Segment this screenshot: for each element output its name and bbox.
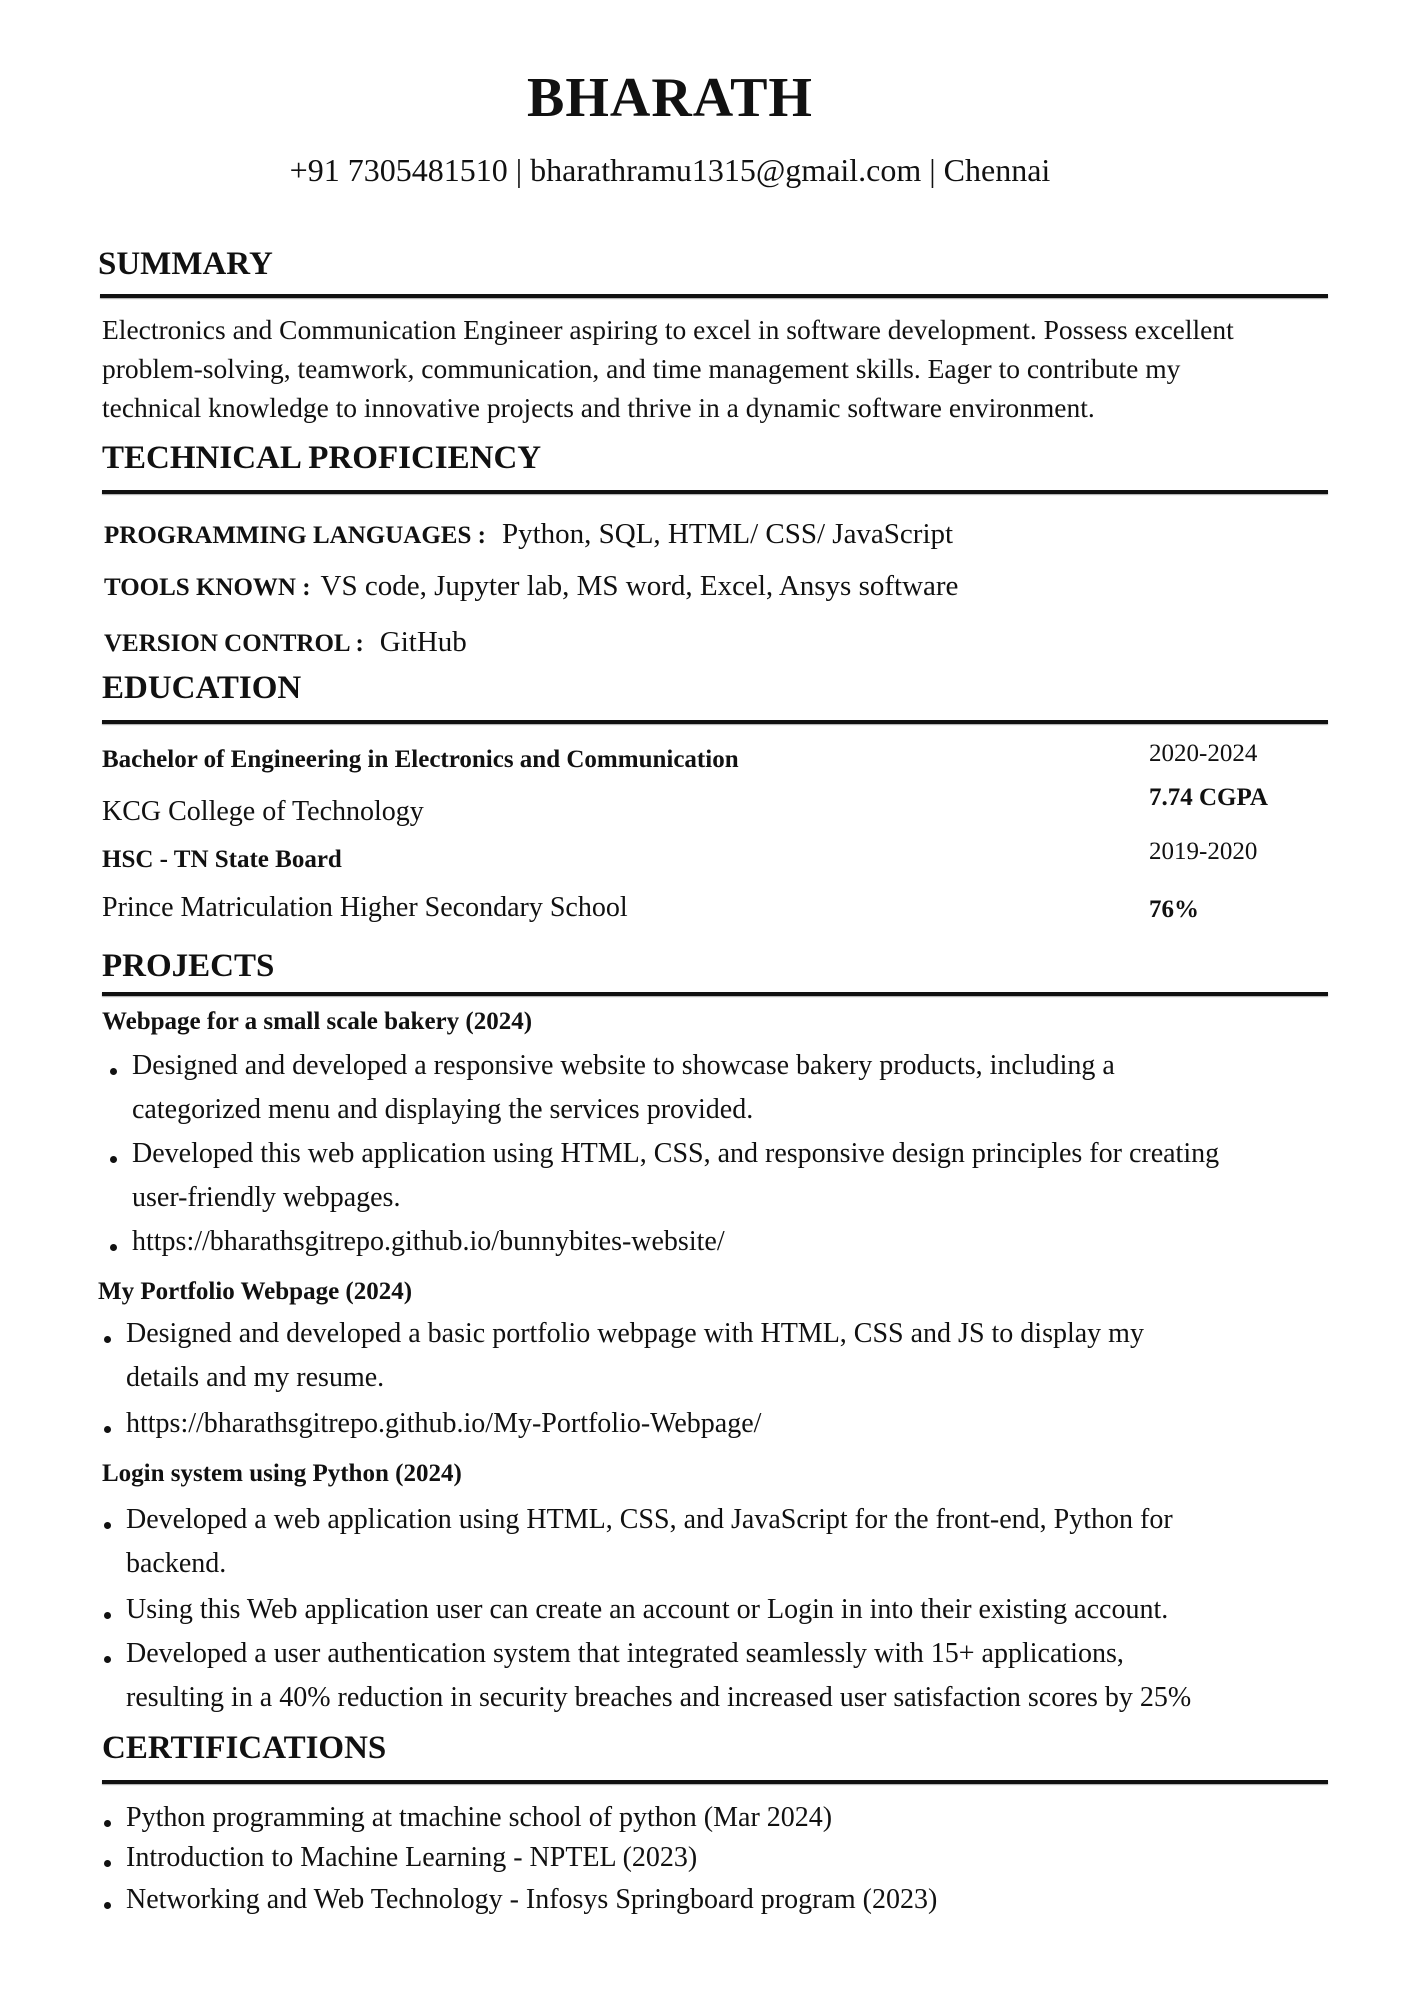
- summary-divider: [100, 294, 1328, 298]
- skill-label: TOOLS KNOWN :: [104, 574, 311, 601]
- summary-line: Electronics and Communication Engineer aspiring to excel in software development. Possess excellent: [102, 314, 1234, 345]
- project-bullet-line: Using this Web application user can create an account or Login in into their existing account.: [126, 1594, 1169, 1625]
- projects-heading: PROJECTS: [102, 948, 275, 984]
- bullet-dot: [104, 1426, 111, 1433]
- projects-divider: [102, 992, 1328, 996]
- degree-years: 2019-2020: [1149, 838, 1258, 865]
- summary-line: technical knowledge to innovative projects and thrive in a dynamic software environment.: [102, 392, 1095, 423]
- bullet-dot: [104, 1820, 111, 1827]
- project-link[interactable]: https://bharathsgitrepo.github.io/bunnybites-website/: [132, 1226, 725, 1257]
- bullet-dot: [104, 1656, 111, 1663]
- bullet-dot: [110, 1156, 117, 1163]
- project-bullet-line: Developed a web application using HTML, CSS, and JavaScript for the front-end, Python for: [126, 1504, 1173, 1535]
- education-divider: [102, 720, 1328, 724]
- skill-value: Python, SQL, HTML/ CSS/ JavaScript: [501, 518, 954, 550]
- certifications-heading: CERTIFICATIONS: [102, 1730, 387, 1766]
- project-bullet-line: user-friendly webpages.: [132, 1182, 401, 1213]
- bullet-dot: [104, 1336, 111, 1343]
- project-title: Login system using Python (2024): [102, 1460, 462, 1487]
- technical-divider: [102, 490, 1328, 494]
- skill-row-version-control: [104, 626, 467, 659]
- certification-item: Python programming at tmachine school of python (Mar 2024): [126, 1802, 833, 1833]
- bullet-dot: [104, 1902, 111, 1909]
- bullet-dot: [110, 1068, 117, 1075]
- bullet-dot: [110, 1244, 117, 1251]
- candidate-name: BHARATH: [527, 67, 813, 129]
- skill-row-programming: [104, 518, 953, 551]
- project-bullet-line: Designed and developed a responsive website to showcase bakery products, including a: [132, 1050, 1115, 1081]
- degree-score: 7.74 CGPA: [1149, 784, 1268, 811]
- summary-line: problem-solving, teamwork, communication, and time management skills. Eager to contribute my: [102, 353, 1181, 384]
- project-bullet-line: Developed this web application using HTML, CSS, and responsive design principles for creating: [132, 1138, 1220, 1169]
- project-bullet-line: categorized menu and displaying the services provided.: [132, 1094, 754, 1125]
- project-bullet-line: details and my resume.: [126, 1362, 385, 1393]
- technical-heading: TECHNICAL PROFICIENCY: [102, 440, 542, 476]
- project-bullet-line: Developed a user authentication system that integrated seamlessly with 15+ applications,: [126, 1638, 1124, 1669]
- certification-item: Networking and Web Technology - Infosys Springboard program (2023): [126, 1884, 938, 1915]
- bullet-dot: [104, 1522, 111, 1529]
- education-heading: EDUCATION: [102, 670, 302, 706]
- institution-name: Prince Matriculation Higher Secondary School: [102, 892, 628, 923]
- project-bullet-line: resulting in a 40% reduction in security breaches and increased user satisfaction scores by 25%: [126, 1682, 1192, 1713]
- project-bullet-line: backend.: [126, 1548, 227, 1579]
- project-link[interactable]: https://bharathsgitrepo.github.io/My-Portfolio-Webpage/: [126, 1408, 762, 1439]
- contact-line: +91 7305481510 | bharathramu1315@gmail.com | Chennai: [289, 152, 1051, 188]
- bullet-dot: [104, 1612, 111, 1619]
- bullet-dot: [104, 1860, 111, 1867]
- degree-title: HSC - TN State Board: [102, 846, 342, 873]
- skill-value: GitHub: [379, 626, 467, 658]
- skill-row-tools: [104, 570, 958, 603]
- certification-item: Introduction to Machine Learning - NPTEL (2023): [126, 1842, 698, 1873]
- degree-years: 2020-2024: [1149, 740, 1258, 767]
- skill-label: VERSION CONTROL :: [104, 630, 364, 657]
- skill-value: VS code, Jupyter lab, MS word, Excel, Ansys software: [320, 570, 959, 602]
- degree-score: 76%: [1149, 896, 1199, 923]
- project-bullet-line: Designed and developed a basic portfolio webpage with HTML, CSS and JS to display my: [126, 1318, 1144, 1349]
- project-title: My Portfolio Webpage (2024): [98, 1278, 413, 1305]
- summary-heading: SUMMARY: [98, 246, 273, 282]
- institution-name: KCG College of Technology: [102, 796, 424, 827]
- degree-title: Bachelor of Engineering in Electronics and Communication: [102, 746, 739, 773]
- project-title: Webpage for a small scale bakery (2024): [102, 1008, 533, 1035]
- skill-label: PROGRAMMING LANGUAGES :: [104, 522, 486, 549]
- certifications-divider: [102, 1780, 1328, 1784]
